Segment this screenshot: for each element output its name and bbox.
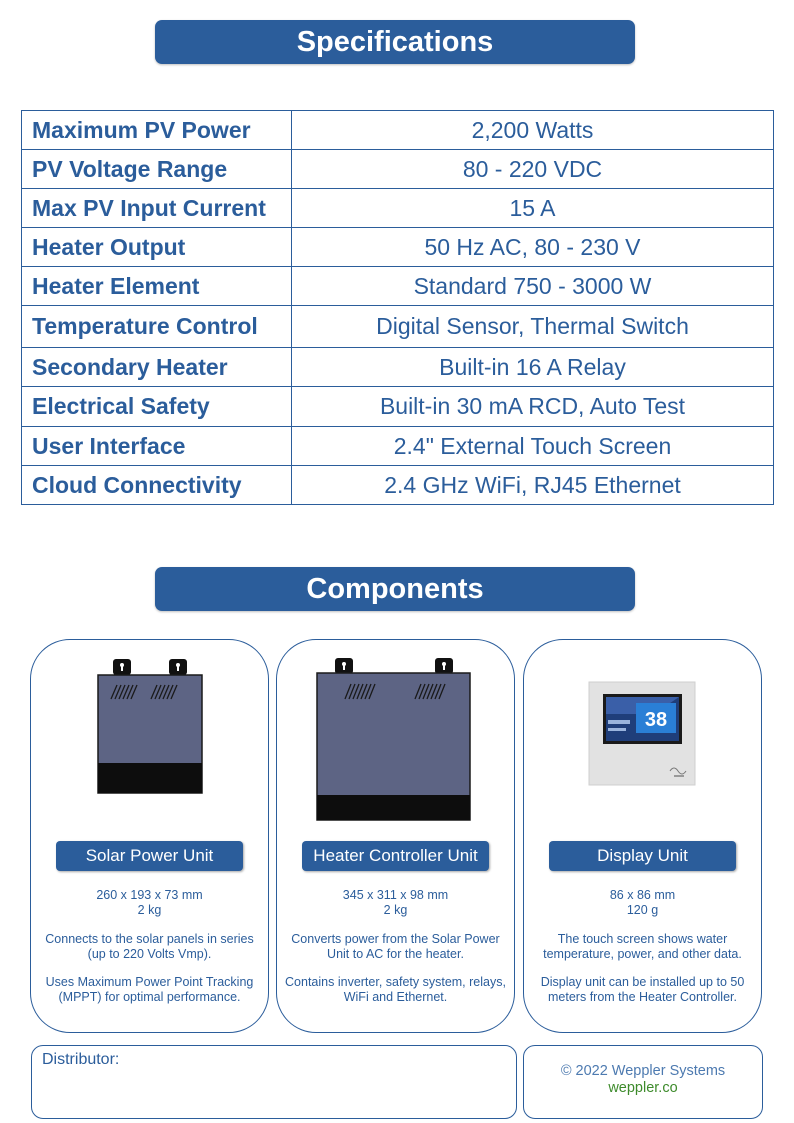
spec-value: Digital Sensor, Thermal Switch [292,306,774,348]
spec-label: Heater Element [22,267,292,306]
weight-text: 2 kg [383,903,408,917]
spec-label: Temperature Control [22,306,292,348]
heater-controller-unit-image [277,654,514,844]
website-link[interactable]: weppler.co [608,1080,678,1096]
component-card-display-unit [523,639,762,1033]
specifications-heading: Specifications [155,20,635,64]
spec-value: Standard 750 - 3000 W [292,267,774,306]
component-description: Converts power from the Solar Power Unit to AC for the heater. [291,932,500,961]
table-row [22,387,774,427]
component-name-label: Display Unit [549,841,736,871]
table-row [22,189,774,228]
spec-value: Built-in 16 A Relay [292,348,774,387]
weight-text: 2 kg [137,903,162,917]
spec-label: Heater Output [22,228,292,267]
component-dimensions [530,888,755,918]
table-row [22,427,774,466]
component-description: Connects to the solar panels in series (up to 220 Volts Vmp). [45,932,254,961]
spec-value: 50 Hz AC, 80 - 230 V [292,228,774,267]
table-row [22,466,774,505]
component-description: The touch screen shows water temperature, power, and other data. [543,932,742,961]
component-description: Uses Maximum Power Point Tracking (MPPT) for optimal performance. [45,975,254,1004]
spec-label: User Interface [22,427,292,466]
spec-label: Max PV Input Current [22,189,292,228]
table-row [22,267,774,306]
dimensions-text: 86 x 86 mm [609,888,676,902]
display-temperature-value: 38 [644,709,668,731]
specifications-table [21,110,774,505]
component-dimensions [37,888,262,918]
spec-value: Built-in 30 mA RCD, Auto Test [292,387,774,427]
table-row [22,150,774,189]
solar-power-unit-image [31,654,268,844]
spec-label: PV Voltage Range [22,150,292,189]
copyright-box [523,1045,763,1119]
dimensions-text: 260 x 193 x 73 mm [96,888,203,902]
component-description: Display unit can be installed up to 50 meters from the Heater Controller. [540,975,745,1004]
spec-value: 2,200 Watts [292,111,774,150]
table-row [22,228,774,267]
spec-value: 2.4 GHz WiFi, RJ45 Ethernet [292,466,774,505]
component-card-heater-controller-unit [276,639,515,1033]
component-name-label: Heater Controller Unit [302,841,489,871]
spec-label: Cloud Connectivity [22,466,292,505]
table-row [22,306,774,348]
component-card-solar-power-unit [30,639,269,1033]
table-row [22,111,774,150]
component-name-label: Solar Power Unit [56,841,243,871]
spec-label: Secondary Heater [22,348,292,387]
table-row [22,348,774,387]
weight-text: 120 g [626,903,659,917]
spec-value: 2.4" External Touch Screen [292,427,774,466]
copyright-text: © 2022 Weppler Systems [560,1063,726,1079]
dimensions-text: 345 x 311 x 98 mm [342,888,449,902]
display-unit-image [524,654,761,844]
component-dimensions [283,888,508,918]
spec-label: Electrical Safety [22,387,292,427]
component-description: Contains inverter, safety system, relays, WiFi and Ethernet. [285,975,506,1004]
spec-label: Maximum PV Power [22,111,292,150]
components-heading: Components [155,567,635,611]
spec-value: 15 A [292,189,774,228]
distributor-box [31,1045,517,1119]
spec-value: 80 - 220 VDC [292,150,774,189]
distributor-label: Distributor: [42,1051,120,1068]
